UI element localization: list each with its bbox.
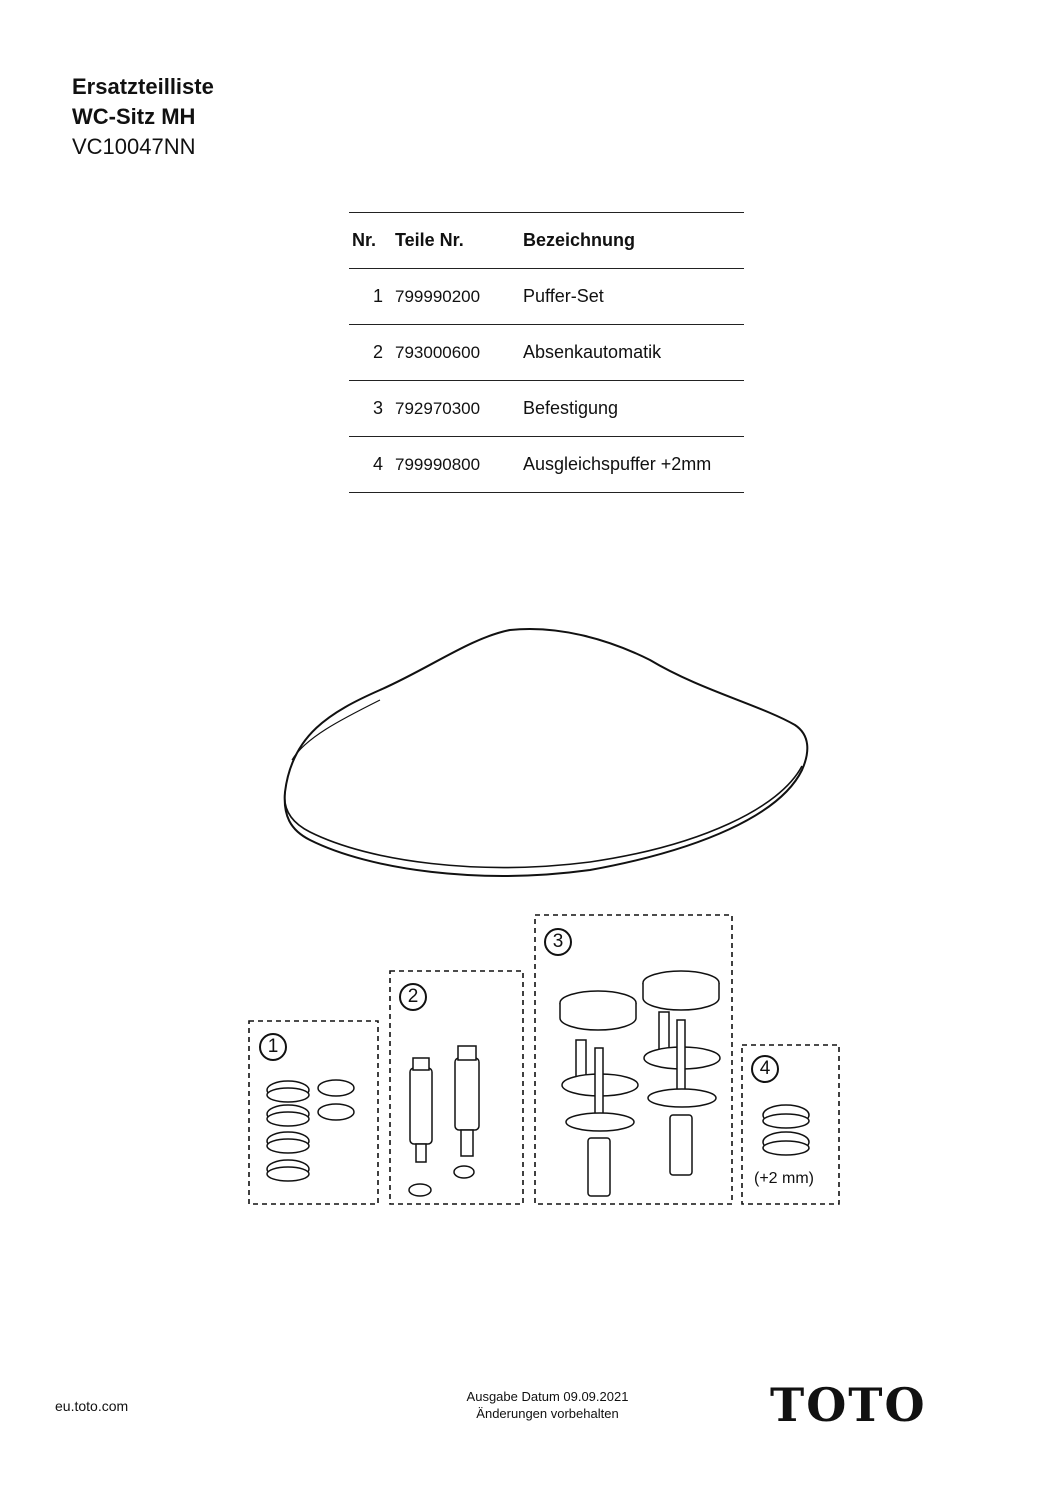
toto-logo: TOTO (770, 1378, 927, 1432)
footer-website[interactable]: eu.toto.com (55, 1398, 129, 1414)
column-header-teile-nr: Teile Nr. (395, 213, 523, 269)
cell-teile-nr: 792970300 (395, 381, 523, 437)
footer-issue-info (420, 1388, 675, 1422)
model-number: VC10047NN (72, 134, 196, 159)
callout-4: 4 (751, 1055, 779, 1083)
cell-bezeichnung: Befestigung (523, 381, 744, 437)
cell-nr: 3 (349, 381, 395, 437)
column-header-nr: Nr. (349, 213, 395, 269)
issue-date: Ausgabe Datum 09.09.2021 (466, 1389, 629, 1404)
cell-teile-nr: 799990800 (395, 437, 523, 493)
column-header-bezeichnung: Bezeichnung (523, 213, 744, 269)
title-line-2: WC-Sitz MH (72, 104, 196, 129)
callout-1: 1 (259, 1033, 287, 1061)
cell-bezeichnung: Puffer-Set (523, 269, 744, 325)
disclaimer: Änderungen vorbehalten (476, 1406, 619, 1421)
cell-bezeichnung: Absenkautomatik (523, 325, 744, 381)
soft-close-parts (409, 1046, 479, 1196)
compensating-buffer-parts (763, 1105, 809, 1155)
toilet-seat-illustration (285, 629, 808, 876)
title-line-1: Ersatzteilliste (72, 74, 214, 99)
cell-nr: 2 (349, 325, 395, 381)
callout-3: 3 (544, 928, 572, 956)
plus-2mm-note: (+2 mm) (754, 1170, 814, 1187)
fixing-parts (560, 971, 720, 1196)
buffer-set-parts (267, 1080, 354, 1181)
cell-nr: 1 (349, 269, 395, 325)
cell-teile-nr: 799990200 (395, 269, 523, 325)
callout-2: 2 (399, 983, 427, 1011)
cell-bezeichnung: Ausgleichspuffer +2mm (523, 437, 744, 493)
cell-teile-nr: 793000600 (395, 325, 523, 381)
cell-nr: 4 (349, 437, 395, 493)
